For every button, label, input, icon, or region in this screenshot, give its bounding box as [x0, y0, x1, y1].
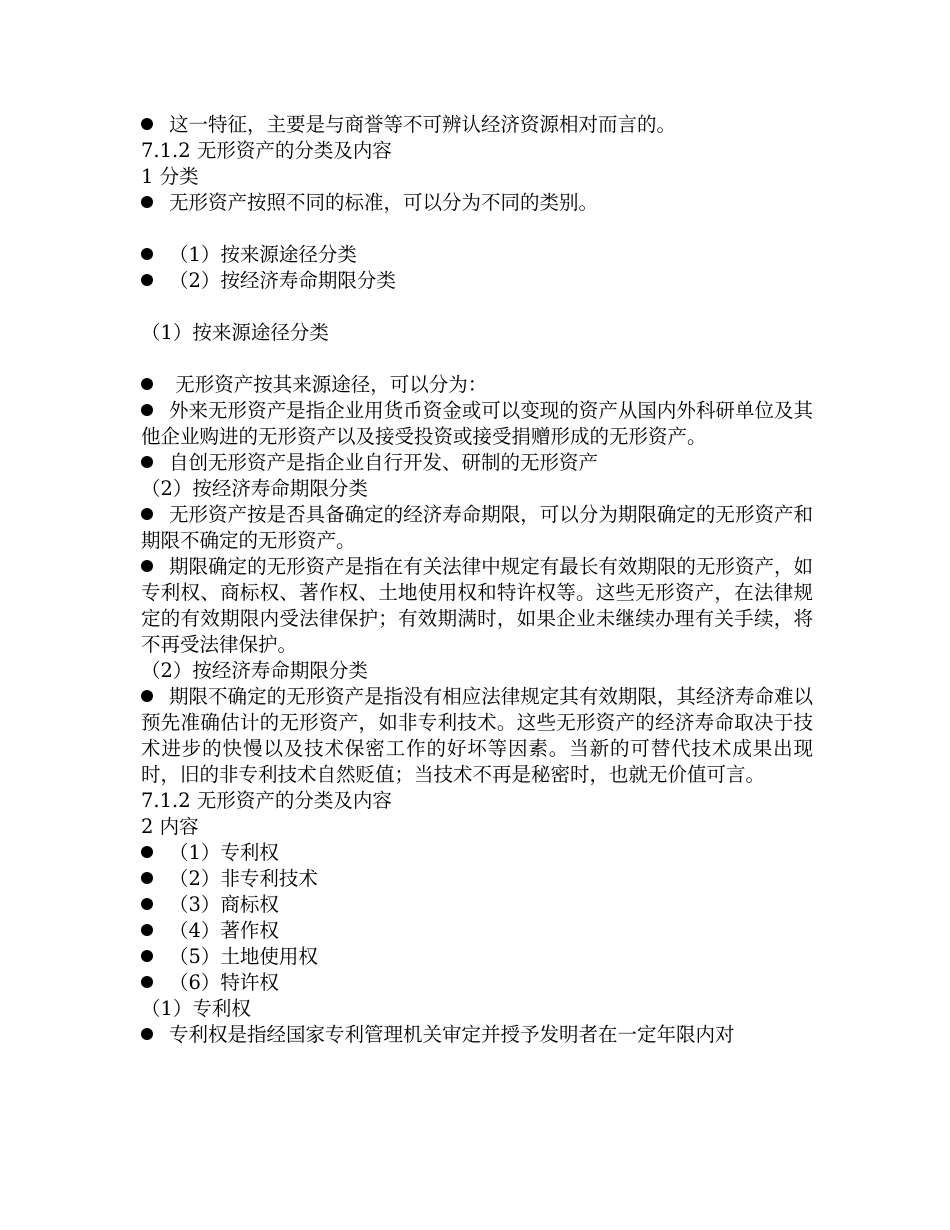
- heading-text: （1）专利权: [141, 997, 251, 1020]
- bullet-icon: [141, 950, 153, 962]
- bullet-paragraph: [141, 840, 813, 866]
- paragraph-text: 无形资产按照不同的标准，可以分为不同的类别。: [169, 191, 599, 214]
- bullet-paragraph: [141, 398, 813, 450]
- bullet-paragraph: [141, 450, 813, 476]
- subsection-heading: [141, 658, 813, 684]
- bullet-icon: [141, 456, 153, 468]
- subsection-heading: [141, 476, 813, 502]
- heading-text: 2 内容: [141, 815, 199, 838]
- bullet-paragraph: [141, 684, 813, 788]
- bullet-icon: [141, 248, 153, 260]
- paragraph-text: 无形资产按其来源途径，可以分为：: [169, 373, 488, 396]
- bullet-paragraph: [141, 970, 813, 996]
- bullet-icon: [141, 690, 153, 702]
- paragraph-text: （1）专利权: [169, 841, 279, 864]
- bullet-icon: [141, 508, 153, 520]
- bullet-paragraph: [141, 372, 813, 398]
- paragraph-text: 外来无形资产是指企业用货币资金或可以变现的资产从国内外科研单位及其他企业购进的无形资产以及接受投资或接受捐赠形成的无形资产。: [141, 399, 813, 448]
- bullet-paragraph: [141, 554, 813, 658]
- heading-text: （2）按经济寿命期限分类: [141, 659, 368, 682]
- paragraph-text: 期限不确定的无形资产是指没有相应法律规定其有效期限，其经济寿命难以预先准确估计的无形资产，如非专利技术。这些无形资产的经济寿命取决于技术进步的快慢以及技术保密工作的好坏等因素。当新的可替代技术成果出现时，旧的非专利技术自然贬值；当技术不再是秘密时，也就无价值可言。: [141, 685, 813, 786]
- paragraph-text: （2）按经济寿命期限分类: [169, 269, 396, 292]
- bullet-paragraph: [141, 268, 813, 294]
- bullet-paragraph: [141, 944, 813, 970]
- bullet-icon: [141, 924, 153, 936]
- subsection-heading: [141, 814, 813, 840]
- paragraph-text: （4）著作权: [169, 919, 279, 942]
- bullet-icon: [141, 274, 153, 286]
- paragraph-text: （3）商标权: [169, 893, 279, 916]
- blank-line: [141, 216, 813, 242]
- bullet-icon: [141, 846, 153, 858]
- heading-text: 7.1.2 无形资产的分类及内容: [141, 789, 392, 812]
- section-heading: [141, 788, 813, 814]
- bullet-paragraph: [141, 190, 813, 216]
- heading-text: （2）按经济寿命期限分类: [141, 477, 368, 500]
- paragraph-text: （6）特许权: [169, 971, 279, 994]
- bullet-paragraph: [141, 242, 813, 268]
- paragraph-text: 无形资产按是否具备确定的经济寿命期限，可以分为期限确定的无形资产和期限不确定的无形资产。: [141, 503, 813, 552]
- paragraph-text: （5）土地使用权: [169, 945, 318, 968]
- subsection-heading: [141, 996, 813, 1022]
- bullet-paragraph: [141, 502, 813, 554]
- section-heading: [141, 138, 813, 164]
- paragraph-text: 专利权是指经国家专利管理机关审定并授予发明者在一定年限内对: [169, 1023, 735, 1046]
- bullet-icon: [141, 1028, 153, 1040]
- subsection-heading: [141, 320, 813, 346]
- document-page: [141, 112, 813, 1048]
- bullet-paragraph: [141, 1022, 813, 1048]
- paragraph-text: 期限确定的无形资产是指在有关法律中规定有最长有效期限的无形资产，如专利权、商标权、著作权、土地使用权和特许权等。这些无形资产，在法律规定的有效期限内受法律保护；有效期满时，如果企业未继续办理有关手续，将不再受法律保护。: [141, 555, 813, 656]
- bullet-paragraph: [141, 112, 813, 138]
- bullet-paragraph: [141, 892, 813, 918]
- paragraph-text: （2）非专利技术: [169, 867, 318, 890]
- heading-text: 1 分类: [141, 165, 199, 188]
- bullet-icon: [141, 872, 153, 884]
- bullet-icon: [141, 196, 153, 208]
- heading-text: 7.1.2 无形资产的分类及内容: [141, 139, 392, 162]
- bullet-icon: [141, 898, 153, 910]
- paragraph-text: 自创无形资产是指企业自行开发、研制的无形资产: [169, 451, 599, 474]
- paragraph-text: 这一特征，主要是与商誉等不可辨认经济资源相对而言的。: [169, 113, 677, 136]
- bullet-icon: [141, 976, 153, 988]
- blank-line: [141, 294, 813, 320]
- bullet-icon: [141, 560, 153, 572]
- heading-text: （1）按来源途径分类: [141, 321, 329, 344]
- blank-line: [141, 346, 813, 372]
- bullet-icon: [141, 378, 153, 390]
- bullet-paragraph: [141, 866, 813, 892]
- bullet-icon: [141, 118, 153, 130]
- paragraph-text: （1）按来源途径分类: [169, 243, 357, 266]
- bullet-paragraph: [141, 918, 813, 944]
- subsection-heading: [141, 164, 813, 190]
- bullet-icon: [141, 404, 153, 416]
